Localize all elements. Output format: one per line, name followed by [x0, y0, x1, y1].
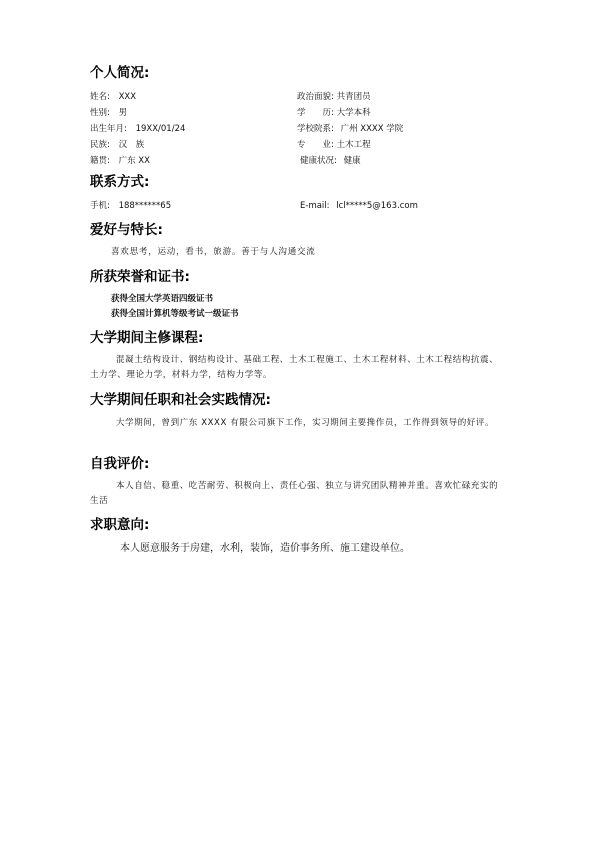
name-label: 姓名: [90, 92, 110, 102]
honor-item: 获得全国计算机等级考试一级证书 [111, 309, 239, 319]
courses-text: 混凝土结构设计、钢结构设计、基础工程、土木工程施工、土木工程材料、土木工程结构抗震、土力学、理论力学，材料力学，结构力学等。 [90, 355, 499, 380]
hobbies-heading: 爱好与特长: [90, 222, 163, 238]
political-value: 共青团员 [336, 92, 371, 102]
school-value: 广州 XXXX 学院 [340, 124, 404, 134]
objective-text: 本人愿意服务于房建，水利，装饰，造价事务所、施工建设单位。 [120, 543, 410, 554]
gender-row [90, 107, 127, 119]
birth-label: 出生年月: [90, 124, 127, 134]
school-label: 学校院系: [297, 124, 334, 134]
native-value: 广东 XX [118, 156, 150, 166]
honor-item: 获得全国大学英语四级证书 [111, 294, 214, 304]
ethnicity-row [90, 139, 144, 151]
objective-heading: 求职意向: [90, 517, 150, 533]
major-label: 专 业: [297, 140, 334, 150]
native-label: 籍贯: [90, 156, 110, 166]
evaluation-text: 本人自信、稳重、吃苦耐劳、积极向上、责任心强、独立与讲究团队精神并重。喜欢忙碌充实的生活 [90, 481, 499, 506]
phone-value: 188******65 [118, 201, 172, 211]
email-label: E-mail: [300, 201, 330, 211]
birth-value: 19XX/01/24 [135, 124, 186, 134]
native-row [90, 155, 150, 167]
birth-row [90, 123, 185, 135]
email-value: lcl*****5@163.com [336, 201, 418, 211]
hobbies-text: 喜欢思考，运动，看书，旅游。善于与人沟通交流 [111, 247, 316, 257]
health-row [300, 155, 361, 167]
courses-heading: 大学期间主修课程: [90, 330, 204, 346]
education-value: 大学本科 [336, 108, 371, 118]
basic-info-heading: 个人简况: [90, 65, 150, 81]
contact-heading: 联系方式: [90, 174, 150, 190]
honors-heading: 所获荣誉和证书: [90, 269, 190, 285]
practice-heading: 大学期间任职和社会实践情况: [90, 392, 271, 408]
ethnicity-label: 民族: [90, 140, 110, 150]
health-label: 健康状况: [300, 156, 337, 166]
political-row [297, 91, 371, 103]
major-value: 土木工程 [336, 140, 371, 150]
phone-label: 手机: [90, 201, 110, 211]
gender-value: 男 [118, 108, 128, 118]
education-label: 学 历: [297, 108, 334, 118]
health-value: 健康 [343, 156, 361, 166]
evaluation-heading: 自我评价: [90, 456, 150, 472]
school-row [297, 123, 403, 135]
name-row [90, 91, 136, 103]
gender-label: 性别: [90, 108, 110, 118]
name-value: XXX [118, 92, 137, 102]
ethnicity-value: 汉 族 [118, 140, 145, 150]
phone-row [90, 200, 171, 212]
email-row [300, 200, 418, 212]
major-row [297, 139, 371, 151]
political-label: 政治面貌: [297, 92, 334, 102]
practice-text: 大学期间，曾到广东 XXXX 有限公司旗下工作，实习期间主要搀作员，工作得到领导的好评。 [116, 418, 495, 428]
education-row [297, 107, 371, 119]
